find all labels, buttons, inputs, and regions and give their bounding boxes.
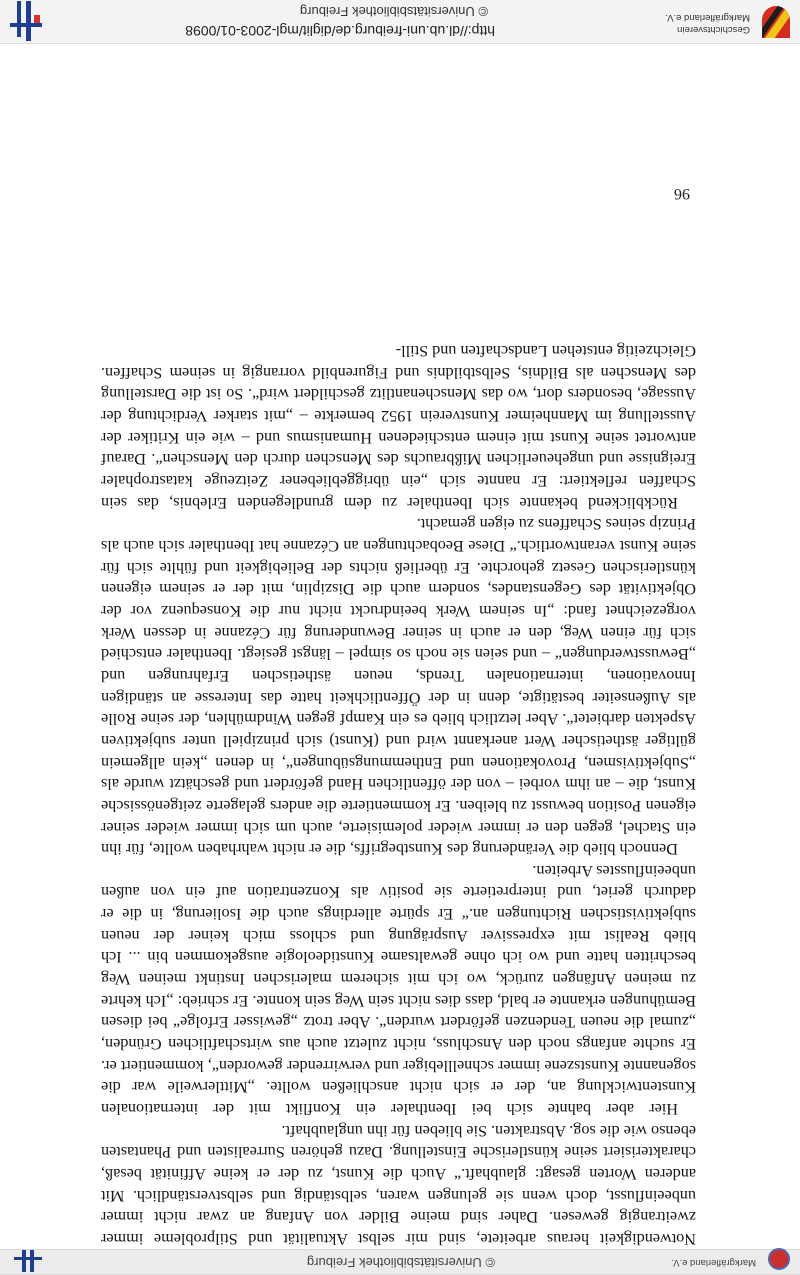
- society-logo-icon: [768, 1248, 790, 1270]
- bottom-footer-strip: [0, 1249, 800, 1275]
- university-library-logo-icon: [8, 1, 48, 41]
- footer-copyright: © Universitätsbibliothek Freiburg: [306, 1255, 495, 1270]
- paragraph: Notwendigkeit heraus arbeitete, sind mir selbst Aktualität und Stilprobleme immer zweitrangig gewesen. Daher sind meine Bilder von Anfang an zwar nicht immer unbeeinflusst, doch wenn sie gelungen waren, selbständig und selbstverständlich. Mit anderen Worten gesagt: glaubhaft.“ Auch die Kunst, zu der er keine Affinität besaß, charakterisiert seine künstlerische Einstellung. Dazu gehören Surrealisten und Phantasten ebenso wie die sog. Abstrakten. Sie blieben für ihn unglaubhaft.: [101, 1121, 696, 1248]
- university-library-logo-icon: [12, 1250, 42, 1272]
- society-name-line: Geschichtsverein: [677, 24, 750, 35]
- page-number: 96: [674, 185, 690, 202]
- paragraph: Rückblickend bekannte sich Ibenthaler zu dem grundlegenden Erlebnis, das sein Schaffen reflektiert: Er nannte sich „ein übriggebliebener Zeitzeuge katastrophaler Ereignisse und ungeheuerlichen Mißbrauchs des Menschen durch den Menschen“. Darauf antwortet seine Kunst mit einem entschiedenen Humanismus und – wie ein Kritiker der Ausstellung im Mannheimer Kunstverein 1952 bemerkte – „mit starker Verdichtung der Aussage, besonders dort, wo das Menschenantlitz geschildert wird“. So ist die Darstellung des Menschen als Bildnis, Selbstbildnis und Figurenbild vorrangig in seinem Schaffen. Gleichzeitig entstehen Landschaften und Still-: [101, 342, 696, 512]
- paragraph: Dennoch blieb die Veränderung des Kunstbegriffs, die er nicht wahrhaben wollte, für ihn ein Stachel, gegen den er immer wieder polemisierte, auch um sich immer wieder seiner eigenen Position bewusst zu bleiben. Er kommentierte die anders gelagerte zeitgenössische Kunst, die – an ihm vorbei – von der öffentlichen Hand gefördert und geschätzt wurde als „Subjektivismen, Provokationen und Enthemmungsübungen“, in denen „kein allgemein gültiger ästhetischer Wert anerkannt wird und (Kunst) sich prinzipiell unter subjektiven Aspekten darbietet“. Aber letztlich blieb es ein Kampf gegen Windmühlen, der seine Rolle als Außenseiter bestätigte, denn in der Öffentlichkeit hatte das Interesse an ständigen Innovationen, internationalen Trends, neuen ästhetischen Erfahrungen und „Bewusstwerdungen“ – und seien sie noch so simpel – längst gesiegt. Ibenthaler entschied sich für einen Weg, den er auch in seiner Bewunderung für Cézanne in dessen Werk vorgezeichnet fand: „In seinem Werk beeindruckt nicht nur die Konsequenz vor der Objektivität des Gegenstandes, sondern auch die Disziplin, mit der er seinem eigenen künstlerischen Gesetz gehorchte. Er überließ nichts der Beliebigkeit und fühlte sich für seine Kunst verantwortlich.“ Diese Beobachtungen an Cézanne hat Ibenthaler sich auch als Prinzip seines Schaffens zu eigen gemacht.: [101, 515, 696, 859]
- document-url-link[interactable]: http://dl.ub.uni-freiburg.de/diglit/mgl-2003-01/0098: [185, 23, 495, 39]
- society-name: [600, 11, 750, 35]
- society-crest-icon: [756, 4, 790, 38]
- paragraph: Hier aber bahnte sich bei Ibenthaler ein Konflikt mit der internationalen Kunstentwicklung an, der er sich nicht anschließen wollte. „Mittlerweile war die sogenannte Kunstszene immer schnelllebiger und verwirrender geworden“, kommentiert er. Er suchte anfangs noch den Anschluss, nicht zuletzt auch aus wirtschaftlichen Gründen, „zumal die neuen Tendenzen gefördert wurden“. Aber trotz „gewisser Erfolge“ bei diesen Bemühungen erkannte er bald, dass dies nicht sein Weg sein konnte. Er schrieb: „Ich kehrte zu meinen Anfängen zurück, wo ich mit sicherem malerischen Instinkt meinen Weg beschritten hatte und wo ich ohne gewaltsame Kunstideologie ausgekommen bin ... Ich blieb Realist mit expressiver Ausprägung und schloss mich keiner der neuen subjektivistischen Richtungen an.“ Er spürte allerdings auch die Isolierung, in die er dadurch geriet, und interpretierte sie positiv als Konzentration auf ein von außen unbeeinflusstes Arbeiten.: [101, 861, 696, 1119]
- society-name-line: Markgräflerland e.V.: [665, 12, 750, 23]
- document-body: [101, 339, 696, 1249]
- copyright-notice: © Universitätsbibliothek Freiburg: [299, 4, 488, 19]
- footer-society-name: Markgräflerland e.V.: [671, 1257, 756, 1268]
- header-banner: [0, 0, 800, 44]
